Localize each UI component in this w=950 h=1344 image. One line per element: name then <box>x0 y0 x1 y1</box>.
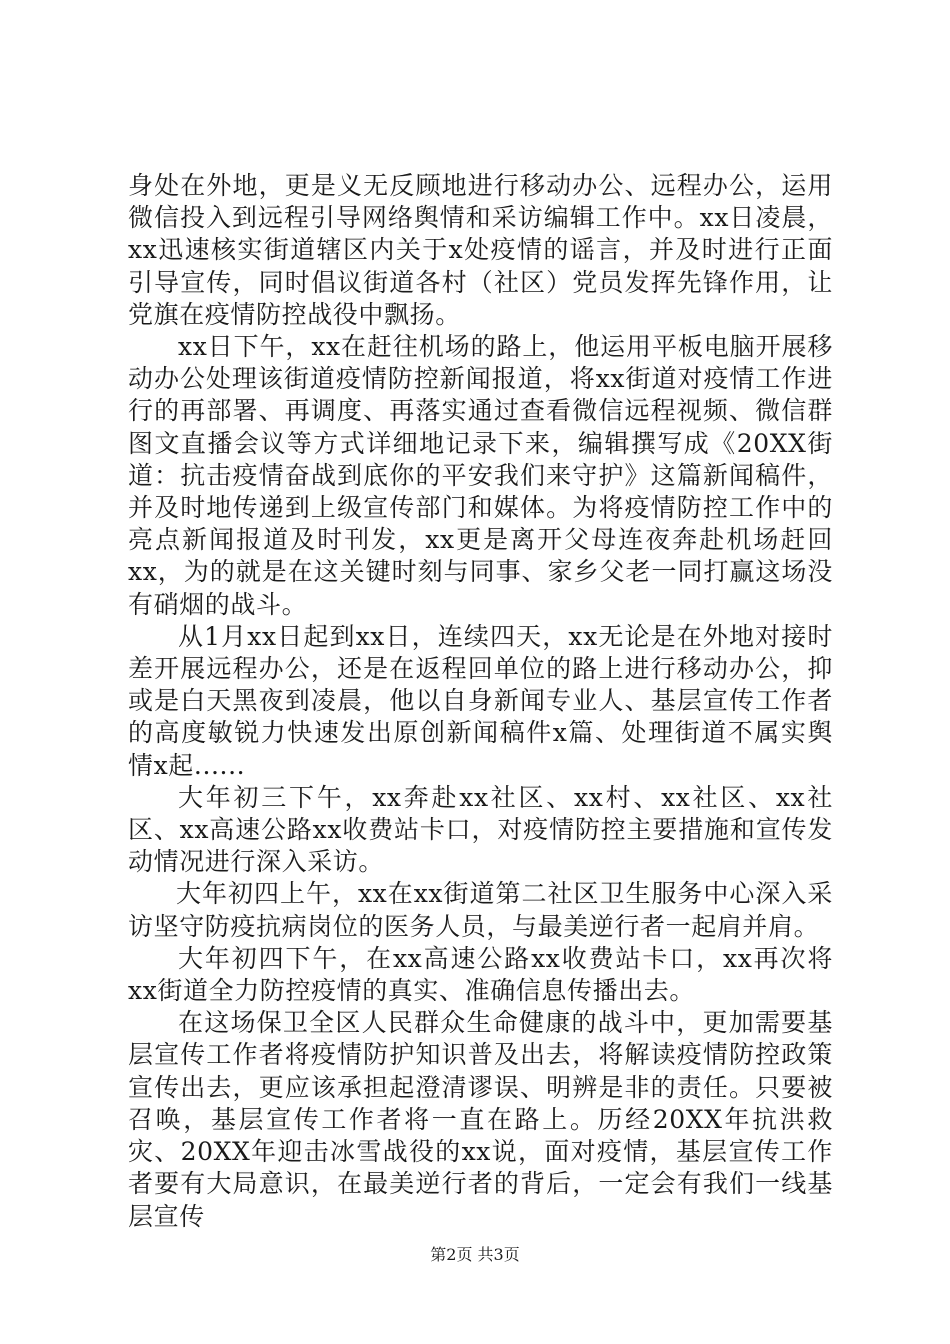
paragraph-5: 大年初四上午，xx在xx街道第二社区卫生服务中心深入采访坚守防疫抗病岗位的医务人员，与最美逆行者一起肩并肩。 <box>128 879 833 941</box>
document-body <box>128 170 833 1233</box>
paragraph-3: 从1月xx日起到xx日，连续四天，xx无论是在外地对接时差开展远程办公，还是在返程回单位的路上进行移动办公，抑或是白天黑夜到凌晨，他以自身新闻专业人、基层宣传工作者的高度敏锐力快速发出原创新闻稿件x篇、处理街道不属实舆情x起...... <box>128 621 833 780</box>
paragraph-4: 大年初三下午，xx奔赴xx社区、xx村、xx社区、xx社区、xx高速公路xx收费站卡口，对疫情防控主要措施和宣传发动情况进行深入采访。 <box>128 782 833 877</box>
page-footer: 第2页 共3页 <box>430 1245 520 1264</box>
paragraph-6: 大年初四下午，在xx高速公路xx收费站卡口，xx再次将xx街道全力防控疫情的真实、准确信息传播出去。 <box>128 943 833 1006</box>
paragraph-1: 身处在外地，更是义无反顾地进行移动办公、远程办公，运用微信投入到远程引导网络舆情和采访编辑工作中。xx日凌晨，xx迅速核实街道辖区内关于x处疫情的谣言，并及时进行正面引导宣传，同时倡议街道各村（社区）党员发挥先锋作用，让党旗在疫情防控战役中飘扬。 <box>128 171 833 329</box>
paragraph-7: 在这场保卫全区人民群众生命健康的战斗中，更加需要基层宣传工作者将疫情防护知识普及出去，将解读疫情防控政策宣传出去，更应该承担起澄清谬误、明辨是非的责任。只要被召唤，基层宣传工作者将一直在路上。历经20XX年抗洪救灾、20XX年迎击冰雪战役的xx说，面对疫情，基层宣传工作者要有大局意识，在最美逆行者的背后，一定会有我们一线基层宣传 <box>128 1008 833 1231</box>
paragraph-2: xx日下午，xx在赶往机场的路上，他运用平板电脑开展移动办公处理该街道疫情防控新闻报道，将xx街道对疫情工作进行的再部署、再调度、再落实通过查看微信远程视频、微信群图文直播会议等方式详细地记录下来，编辑撰写成《20XX街道：抗击疫情奋战到底你的平安我们来守护》这篇新闻稿件，并及时地传递到上级宣传部门和媒体。为将疫情防控工作中的亮点新闻报道及时刊发，xx更是离开父母连夜奔赴机场赶回xx，为的就是在这关键时刻与同事、家乡父老一同打赢这场没有硝烟的战斗。 <box>128 332 833 619</box>
